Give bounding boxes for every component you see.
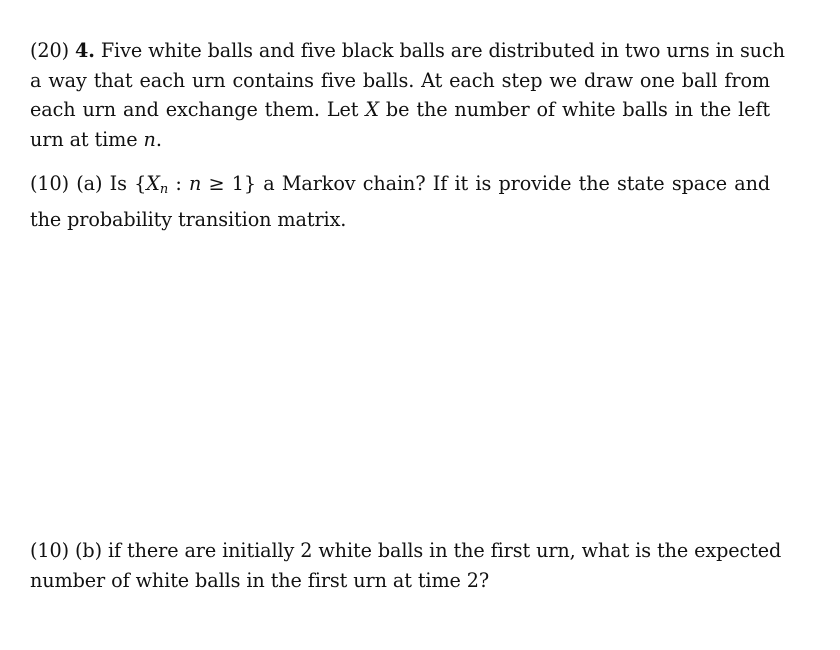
problem-points: (20) [30, 39, 69, 62]
problem-statement [30, 36, 785, 154]
part-a-line-2: the probability transition matrix. [30, 207, 347, 231]
problem-number: 4. [75, 39, 95, 62]
part-b [30, 536, 782, 595]
part-a-points: (10) [30, 172, 69, 195]
part-b-points: (10) [30, 539, 69, 562]
math-variable-x: X [365, 98, 379, 121]
part-b-label: (b) [75, 539, 102, 562]
math-variable-n: n [143, 127, 156, 151]
part-a-line-1: (10) (a) Is {$X_n$ : n ≥ 1} a Markov chain? If it is provide the state space and [30, 172, 771, 197]
part-b-line-1: (10) (b) if there are initially 2 white balls in the first urn, what is the expected [30, 539, 782, 562]
part-b-line-2: number of white balls in the first urn at time 2? [30, 568, 490, 592]
problem-line-3: each urn and exchange them. Let X be the number of white balls in the left [30, 98, 771, 121]
part-a-label: (a) [76, 172, 103, 195]
problem-line-2: a way that each urn contains five balls. At each step we draw one ball from [30, 68, 770, 92]
part-a [30, 169, 770, 234]
problem-line-1: (20) 4. Five white balls and five black balls are distributed in two urns in such [30, 39, 785, 62]
problem-line-4: urn at time n. [30, 127, 162, 151]
markov-set-expression: {$X_n$ : n ≥ 1} [134, 172, 256, 197]
